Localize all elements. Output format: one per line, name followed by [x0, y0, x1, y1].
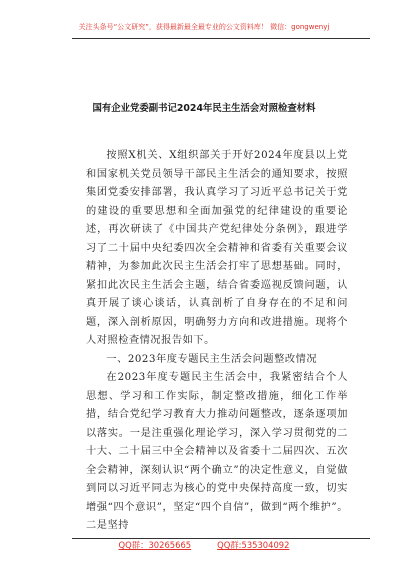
- footer-qq-group-two: QQ群:535304092: [217, 540, 290, 550]
- footer: [0, 539, 408, 551]
- footer-qq-group-one: QQ群：30265665: [118, 540, 192, 550]
- header-divider: [72, 38, 370, 39]
- body-paragraph-rectification: 在2023年度专题民主生活会中，我紧密结合个人思想、学习和工作实际，制定整改措施，细化工作举措，结合党纪学习教育大力推动问题整改，逐条逐项加以落实。一是注重强化理论学习，深入学习贯彻党的二十大、二十届三中全会精神以及省委十二届四次、五次全会精神，深刻认识“两个确立”的决定性意义，自觉做到同以习近平同志为核心的党中央保持高度一致，切实增强“四个意识”，坚定“四个自信”，做到“两个维护”。二是坚持: [86, 372, 348, 531]
- document-body: [86, 147, 348, 536]
- document-title: 国有企业党委副书记2024年民主生活会对照检查材料: [92, 103, 316, 114]
- header-banner: 关注头条号“公文研究”，获得最新最全最专业的公文资料库！ 微信：gongwenyj: [78, 23, 330, 31]
- section-heading-one: 一、2023年度专题民主生活会问题整改情况: [106, 353, 318, 365]
- body-paragraph-intro: 按照X机关、X组织部关于开好2024年度县以上党和国家机关党员领导干部民主生活会的通知要求，按照集团党委安排部署，我认真学习了习近平总书记关于党的建设的重要思想和全面加强党的纪律建设的重要论述，再次研读了《中国共产党纪律处分条例》，跟进学习了二十届中央纪委四次全会精神和省委有关重要会议精神，为参加此次民主生活会打牢了思想基础。同时，紧扣此次民主生活会主题，结合省委巡视反馈问题，认真开展了谈心谈话，认真剖析了自身存在的不足和问题，深入剖析原因，明确努力方向和改进措施。现将个人对照检查情况报告如下。: [86, 150, 348, 346]
